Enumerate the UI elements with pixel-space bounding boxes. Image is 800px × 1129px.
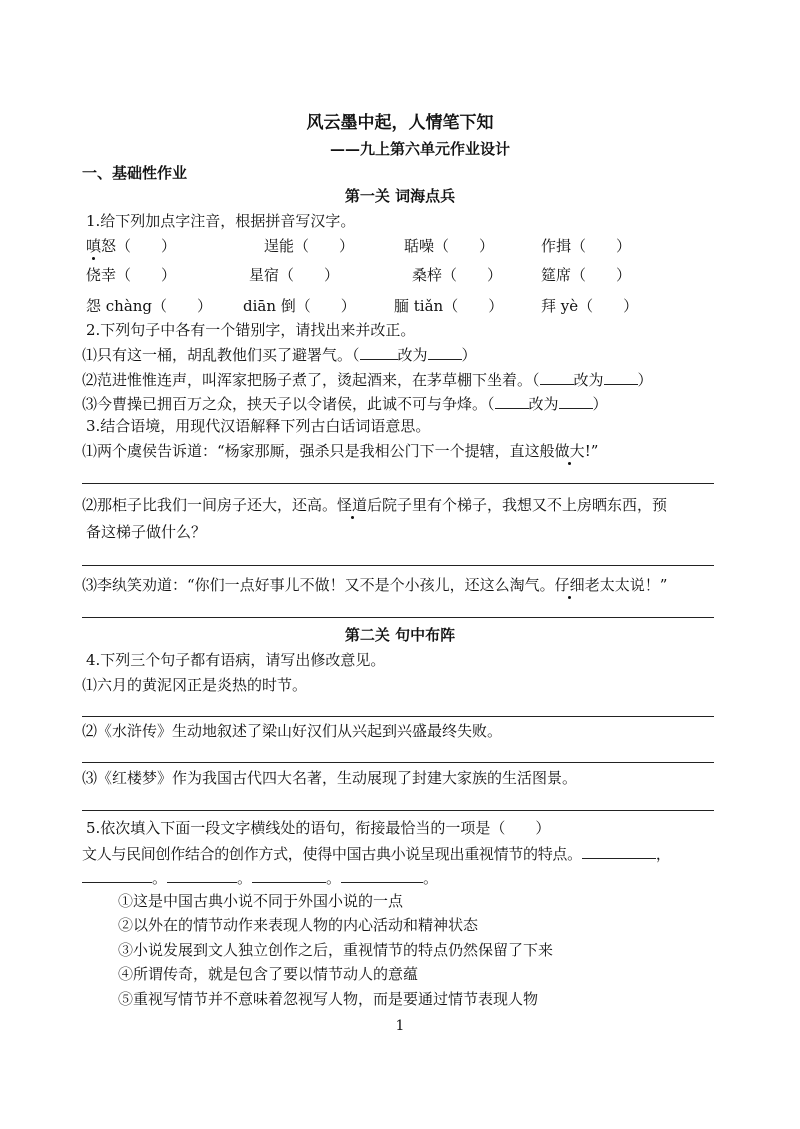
q1-item <box>86 236 176 256</box>
answer-blank[interactable] <box>495 393 529 409</box>
level1-heading: 第一关 词海点兵 <box>344 187 456 205</box>
page-number: 1 <box>395 1018 405 1034</box>
q2-close-paren: ） <box>592 395 608 413</box>
q2-sentence-3 <box>82 393 608 414</box>
q4-sentence-2: ⑵《水浒传》生动地叙述了梁山好汉们从兴起到兴盛最终失败。 <box>82 722 503 740</box>
page-title: 风云墨中起，人情笔下知 <box>306 113 494 133</box>
q3-sentence-text: ⑴两个虞侯告诉道：“杨家那厮，强杀只是我相公门下一个提辖，直这般 <box>82 442 555 460</box>
q1-item <box>243 296 356 316</box>
answer-blank[interactable] <box>341 867 423 883</box>
q2-sentence-text: ⑶今曹操已拥百万之众，挟天子以令诸侯，此诚不可与争烽。（ <box>82 395 495 413</box>
q1-item <box>264 236 354 256</box>
punctuation: 。 <box>326 869 342 887</box>
q5-option: ①这是中国古典小说不同于外国小说的一点 <box>118 892 404 910</box>
dotted-char: 嗔 <box>86 237 102 255</box>
q1-item-text: 聒噪（ ） <box>404 237 495 255</box>
q4-prompt: 4.下列三个句子都有语病，请写出修改意见。 <box>86 651 386 669</box>
q3-sentence-1 <box>82 441 598 461</box>
q1-item-text: 桑梓（ ） <box>412 266 503 284</box>
q1-item-text: 侥幸（ ） <box>86 266 177 284</box>
q2-correct-label: 改为 <box>528 395 559 413</box>
q5-option: ③小说发展到文人独立创作之后，重视情节的特点仍然保留了下来 <box>118 941 554 959</box>
q1-item-text: 腼 tiǎn（ ） <box>394 297 504 315</box>
q1-item-text: 怨 chàng（ ） <box>86 297 213 315</box>
q1-item <box>412 265 502 285</box>
q2-close-paren: ） <box>637 371 653 389</box>
q1-item <box>86 265 176 285</box>
section-heading-basic: 一、基础性作业 <box>82 164 188 182</box>
q1-item <box>541 265 631 285</box>
q2-sentence-1 <box>82 344 477 365</box>
q3-sentence-2 <box>82 495 667 515</box>
q5-blanks-line <box>82 867 438 888</box>
punctuation: ， <box>655 845 671 863</box>
q1-item-text: 星宿（ ） <box>249 266 340 284</box>
q1-item-text: 筵席（ ） <box>541 266 632 284</box>
q1-item <box>86 296 212 316</box>
dotted-word: 怪道 <box>337 496 368 514</box>
q5-option: ④所谓传奇，就是包含了要以情节动人的意蕴 <box>118 965 419 983</box>
q1-prompt: 1.给下列加点字注音，根据拼音写汉字。 <box>86 212 356 230</box>
punctuation: 。 <box>237 869 253 887</box>
answer-blank[interactable] <box>559 393 593 409</box>
q1-item <box>404 236 494 256</box>
page-subtitle: ——九上第六单元作业设计 <box>329 140 510 158</box>
q1-item-rest: 怒（ ） <box>101 237 177 255</box>
q2-correct-label: 改为 <box>397 346 428 364</box>
q2-sentence-text: ⑴只有这一桶，胡乱教他们买了避署气。（ <box>82 346 360 364</box>
q3-sentence-end: !” <box>584 442 599 460</box>
level2-heading: 第二关 句中布阵 <box>344 626 456 644</box>
q2-sentence-2 <box>82 369 653 390</box>
q5-prompt: 5.依次填入下面一段文字横线处的语句，衔接最恰当的一项是（ ） <box>86 819 551 837</box>
q5-option: ⑤重视写情节并不意味着忽视写人物，而是要通过情节表现人物 <box>118 990 539 1008</box>
q3-sentence-2-cont: 备这梯子做什么？ <box>86 523 207 541</box>
answer-blank[interactable] <box>604 369 638 385</box>
q3-sentence-text: ⑵那柜子比我们一间房子还大，还高。 <box>82 496 338 514</box>
q2-prompt: 2.下列句子中各有一个错别字，请找出来并改正。 <box>86 321 416 339</box>
q2-correct-label: 改为 <box>573 371 604 389</box>
q5-passage-text: 文人与民间创作结合的创作方式，使得中国古典小说呈现出重视情节的特点。 <box>82 845 582 863</box>
answer-blank[interactable] <box>167 867 237 883</box>
q1-item-text: 拜 yè（ ） <box>541 297 639 315</box>
q5-passage <box>82 843 671 864</box>
answer-blank[interactable] <box>82 867 152 883</box>
q4-sentence-3: ⑶《红楼梦》作为我国古代四大名著，生动展现了封建大家族的生活图景。 <box>82 769 578 787</box>
q1-item <box>249 265 339 285</box>
q3-sentence-end: 老太太说！” <box>584 576 668 594</box>
answer-line[interactable] <box>82 810 714 811</box>
q1-item-text: diān 倒（ ） <box>243 297 356 315</box>
q3-sentence-text: 后院子里有个梯子，我想又不上房晒东西，预 <box>367 496 668 514</box>
q1-item <box>394 296 503 316</box>
q3-sentence-3 <box>82 575 667 595</box>
q1-item-text: 逞能（ ） <box>264 237 355 255</box>
dotted-word: 仔细 <box>554 576 585 594</box>
q5-option: ②以外在的情节动作来表现人物的内心活动和精神状态 <box>118 916 479 934</box>
answer-blank[interactable] <box>360 344 398 360</box>
q2-sentence-text: ⑵范进惟惟连声，叫浑家把肠子煮了，烫起酒来，在茅草棚下坐着。（ <box>82 371 540 389</box>
punctuation: 。 <box>152 869 168 887</box>
answer-line[interactable] <box>82 617 714 618</box>
answer-blank[interactable] <box>428 344 462 360</box>
q3-sentence-text: ⑶李纨笑劝道：“你们一点好事儿不做！又不是个小孩儿，还这么淘气。 <box>82 576 555 594</box>
answer-line[interactable] <box>82 483 714 484</box>
q1-item <box>541 236 631 256</box>
answer-blank[interactable] <box>252 867 326 883</box>
answer-line[interactable] <box>82 716 714 717</box>
answer-blank[interactable] <box>540 369 574 385</box>
answer-blank[interactable] <box>582 843 656 859</box>
q4-sentence-1: ⑴六月的黄泥冈正是炎热的时节。 <box>82 676 308 694</box>
q3-prompt: 3.结合语境，用现代汉语解释下列古白话词语意思。 <box>86 417 431 435</box>
q2-close-paren: ） <box>461 346 477 364</box>
q1-item <box>541 296 638 316</box>
dotted-word: 做大 <box>554 442 585 460</box>
answer-line[interactable] <box>82 762 714 763</box>
answer-line[interactable] <box>82 565 714 566</box>
punctuation: 。 <box>423 869 439 887</box>
q1-item-text: 作揖（ ） <box>541 237 632 255</box>
